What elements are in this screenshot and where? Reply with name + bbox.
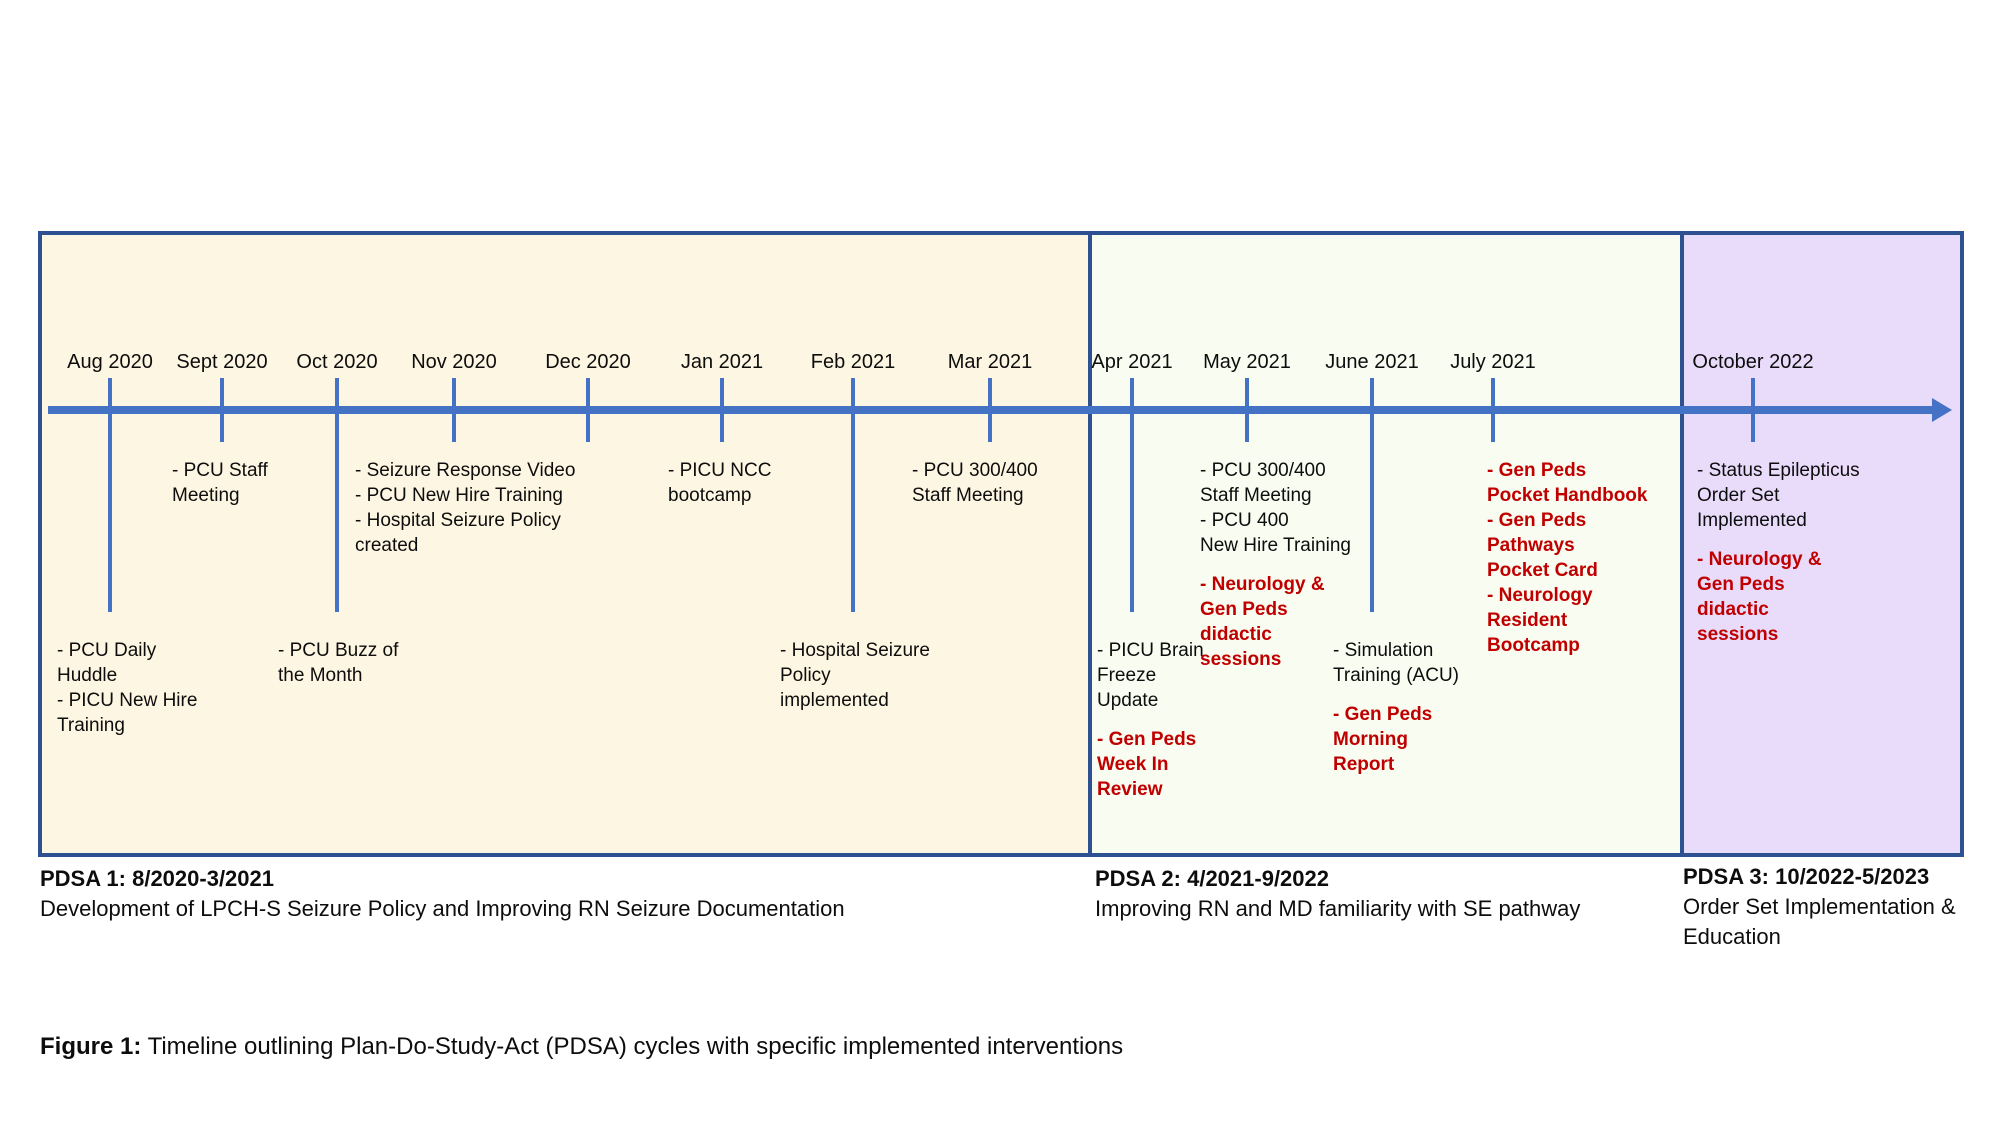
- note-line-highlight: - Gen Peds: [1097, 729, 1197, 750]
- note-oct-2020: [278, 638, 398, 688]
- pdsa2-caption: [1095, 864, 1580, 924]
- note-line-highlight: sessions: [1697, 624, 1779, 645]
- note-line: implemented: [780, 690, 889, 711]
- note-line: Training: [57, 715, 125, 736]
- note-line: Update: [1097, 690, 1159, 711]
- note-line-highlight: - Gen Peds: [1487, 510, 1587, 531]
- month-tick-july-2021: [1491, 378, 1495, 442]
- note-july-2021: [1487, 458, 1647, 658]
- panel-divider-pdsa2-pdsa3: [1680, 233, 1684, 855]
- note-sept-2020: [172, 458, 268, 508]
- note-line-highlight: didactic: [1200, 624, 1272, 645]
- note-line: - PICU New Hire: [57, 690, 198, 711]
- pdsa3-caption-subtitle: Order Set Implementation & Education: [1683, 894, 1956, 949]
- note-line: Meeting: [172, 485, 240, 506]
- note-line-highlight: Pathways: [1487, 535, 1575, 556]
- note-nov-2020: [355, 458, 575, 558]
- note-line-highlight: - Neurology: [1487, 585, 1593, 606]
- note-jan-2021: [668, 458, 771, 508]
- month-tick-nov-2020: [452, 378, 456, 442]
- note-apr-2021: [1097, 638, 1204, 802]
- month-label-feb-2021: Feb 2021: [810, 351, 896, 373]
- note-mar-2021: [912, 458, 1038, 508]
- pdsa1-caption: [40, 864, 845, 924]
- note-line: Order Set: [1697, 485, 1780, 506]
- pdsa1-caption-subtitle: Development of LPCH-S Seizure Policy and Improving RN Seizure Documentation: [40, 896, 845, 921]
- note-line: - PCU 300/400: [1200, 460, 1326, 481]
- panel-divider-pdsa1-pdsa2: [1088, 233, 1092, 855]
- timeline-arrowhead-icon: [1932, 398, 1952, 422]
- month-tick-sept-2020: [220, 378, 224, 442]
- figure-caption-label: Figure 1:: [40, 1033, 142, 1060]
- note-line: - PCU Buzz of: [278, 640, 399, 661]
- note-line-highlight: Pocket Handbook: [1487, 485, 1648, 506]
- month-tick-dec-2020: [586, 378, 590, 442]
- month-tick-feb-2021: [851, 378, 855, 612]
- note-feb-2021: [780, 638, 930, 713]
- note-line-highlight: Resident: [1487, 610, 1568, 631]
- note-line-highlight: Report: [1333, 754, 1395, 775]
- pdsa2-caption-title: PDSA 2: 4/2021-9/2022: [1095, 866, 1329, 891]
- month-label-apr-2021: Apr 2021: [1091, 351, 1173, 373]
- figure-caption-text: Timeline outlining Plan-Do-Study-Act (PDSA) cycles with specific implemented interventions: [147, 1033, 1124, 1060]
- figure-caption: [40, 1032, 1123, 1062]
- pdsa3-caption: [1683, 862, 1983, 952]
- month-label-may-2021: May 2021: [1203, 351, 1291, 373]
- month-tick-aug-2020: [108, 378, 112, 612]
- note-line-highlight: Bootcamp: [1487, 635, 1580, 656]
- pdsa3-caption-title: PDSA 3: 10/2022-5/2023: [1683, 864, 1930, 889]
- note-line: - Status Epilepticus: [1697, 460, 1860, 481]
- panels-outer-border: [38, 231, 1964, 857]
- pdsa2-caption-subtitle: Improving RN and MD familiarity with SE pathway: [1095, 896, 1581, 921]
- note-line-highlight: - Neurology &: [1200, 574, 1325, 595]
- note-line: Huddle: [57, 665, 118, 686]
- month-label-oct-2020: Oct 2020: [296, 351, 378, 373]
- note-line: - Hospital Seizure: [780, 640, 930, 661]
- note-june-2021: [1333, 638, 1459, 777]
- month-tick-jan-2021: [720, 378, 724, 442]
- month-label-october-2022: October 2022: [1692, 351, 1814, 373]
- note-line: Policy: [780, 665, 831, 686]
- note-line-highlight: - Gen Peds: [1333, 704, 1433, 725]
- note-aug-2020: [57, 638, 197, 738]
- note-line: the Month: [278, 665, 363, 686]
- month-tick-apr-2021: [1130, 378, 1134, 612]
- month-label-nov-2020: Nov 2020: [411, 351, 497, 373]
- month-label-june-2021: June 2021: [1325, 351, 1419, 373]
- note-line: - PCU 400: [1200, 510, 1289, 531]
- note-line: Staff Meeting: [912, 485, 1024, 506]
- note-line: - PCU New Hire Training: [355, 485, 563, 506]
- note-line-highlight: Week In: [1097, 754, 1169, 775]
- note-line-highlight: - Neurology &: [1697, 549, 1822, 570]
- note-line: - PCU Staff: [172, 460, 268, 481]
- note-line: Freeze: [1097, 665, 1157, 686]
- note-line-highlight: didactic: [1697, 599, 1769, 620]
- month-tick-oct-2020: [335, 378, 339, 612]
- month-label-jan-2021: Jan 2021: [680, 351, 764, 373]
- note-line-highlight: Review: [1097, 779, 1163, 800]
- note-line: Implemented: [1697, 510, 1807, 531]
- month-label-mar-2021: Mar 2021: [947, 351, 1033, 373]
- note-line: created: [355, 535, 419, 556]
- month-tick-may-2021: [1245, 378, 1249, 442]
- note-line: - PICU NCC: [668, 460, 772, 481]
- month-label-july-2021: July 2021: [1450, 351, 1536, 373]
- month-tick-mar-2021: [988, 378, 992, 442]
- month-label-dec-2020: Dec 2020: [545, 351, 631, 373]
- month-tick-october-2022: [1751, 378, 1755, 442]
- note-line: - PCU Daily: [57, 640, 157, 661]
- month-tick-june-2021: [1370, 378, 1374, 612]
- note-october-2022: [1697, 458, 1860, 647]
- note-line-highlight: Morning: [1333, 729, 1408, 750]
- pdsa1-caption-title: PDSA 1: 8/2020-3/2021: [40, 866, 274, 891]
- note-line: - Simulation: [1333, 640, 1434, 661]
- month-label-sept-2020: Sept 2020: [176, 351, 268, 373]
- note-line: bootcamp: [668, 485, 752, 506]
- note-line: - Hospital Seizure Policy: [355, 510, 561, 531]
- note-line: - PICU Brain: [1097, 640, 1204, 661]
- note-line-highlight: Pocket Card: [1487, 560, 1598, 581]
- note-line: Training (ACU): [1333, 665, 1459, 686]
- note-may-2021: [1200, 458, 1351, 672]
- note-line-highlight: - Gen Peds: [1487, 460, 1587, 481]
- note-line-highlight: Gen Peds: [1200, 599, 1288, 620]
- month-label-aug-2020: Aug 2020: [67, 351, 153, 373]
- note-line: - Seizure Response Video: [355, 460, 576, 481]
- note-line: New Hire Training: [1200, 535, 1351, 556]
- note-line: - PCU 300/400: [912, 460, 1038, 481]
- note-line-highlight: sessions: [1200, 649, 1282, 670]
- note-line-highlight: Gen Peds: [1697, 574, 1785, 595]
- note-line: Staff Meeting: [1200, 485, 1312, 506]
